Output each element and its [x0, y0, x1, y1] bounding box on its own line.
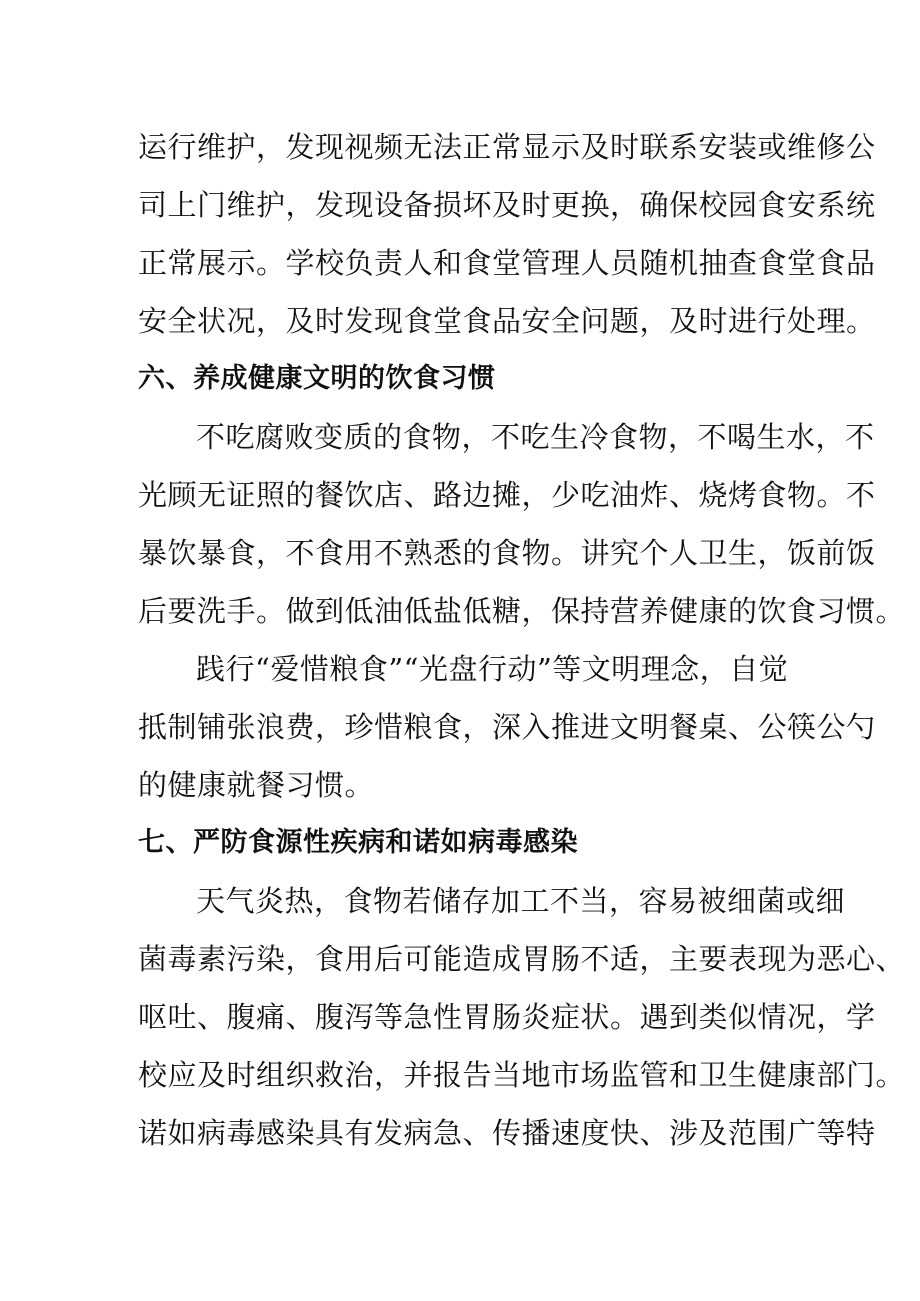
- text-line: 不吃腐败变质的食物，不吃生冷食物，不喝生水，不: [196, 420, 875, 454]
- text-line: 司上门维护，发现设备损坏及时更换，确保校园食安系统: [138, 188, 876, 222]
- text-line: 诺如病毒感染具有发病急、传播速度快、涉及范围广等特: [138, 1116, 876, 1150]
- document-page: [138, 118, 906, 1162]
- text-line: 光顾无证照的餐饮店、路边摊，少吃油炸、烧烤食物。不: [138, 478, 876, 512]
- section-heading-6: 六、养成健康文明的饮食习惯: [138, 363, 496, 394]
- section-heading-7: 七、严防食源性疾病和诺如病毒感染: [138, 827, 578, 858]
- text-line: 呕吐、腹痛、腹泻等急性胃肠炎症状。遇到类似情况，学: [138, 1000, 876, 1034]
- paragraph-foodborne-disease: [138, 872, 906, 1162]
- paragraph-healthy-eating: [138, 408, 906, 640]
- text-line: 抵制铺张浪费，珍惜粮食，深入推进文明餐桌、公筷公勺: [138, 710, 876, 744]
- text-line: 天气炎热，食物若储存加工不当，容易被细菌或细: [196, 884, 846, 918]
- text-line: 的健康就餐习惯。: [138, 768, 375, 802]
- text-line: 暴饮暴食，不食用不熟悉的食物。讲究个人卫生，饭前饭: [138, 536, 876, 570]
- text-line: 安全状况，及时发现食堂食品安全问题，及时进行处理。: [138, 304, 876, 338]
- paragraph-food-saving: [138, 640, 876, 814]
- text-line: 运行维护，发现视频无法正常显示及时联系安装或维修公: [138, 130, 876, 164]
- text-line: 校应及时组织救治，并报告当地市场监管和卫生健康部门。: [138, 1058, 906, 1092]
- text-line: 后要洗手。做到低油低盐低糖，保持营养健康的饮食习惯。: [138, 594, 906, 628]
- paragraph-operation-maintenance: [138, 118, 876, 350]
- text-line: 践行“爱惜粮食”“光盘行动”等文明理念，自觉: [196, 652, 789, 686]
- text-line: 正常展示。学校负责人和食堂管理人员随机抽查食堂食品: [138, 246, 876, 280]
- text-line: 菌毒素污染，食用后可能造成胃肠不适，主要表现为恶心、: [138, 942, 906, 976]
